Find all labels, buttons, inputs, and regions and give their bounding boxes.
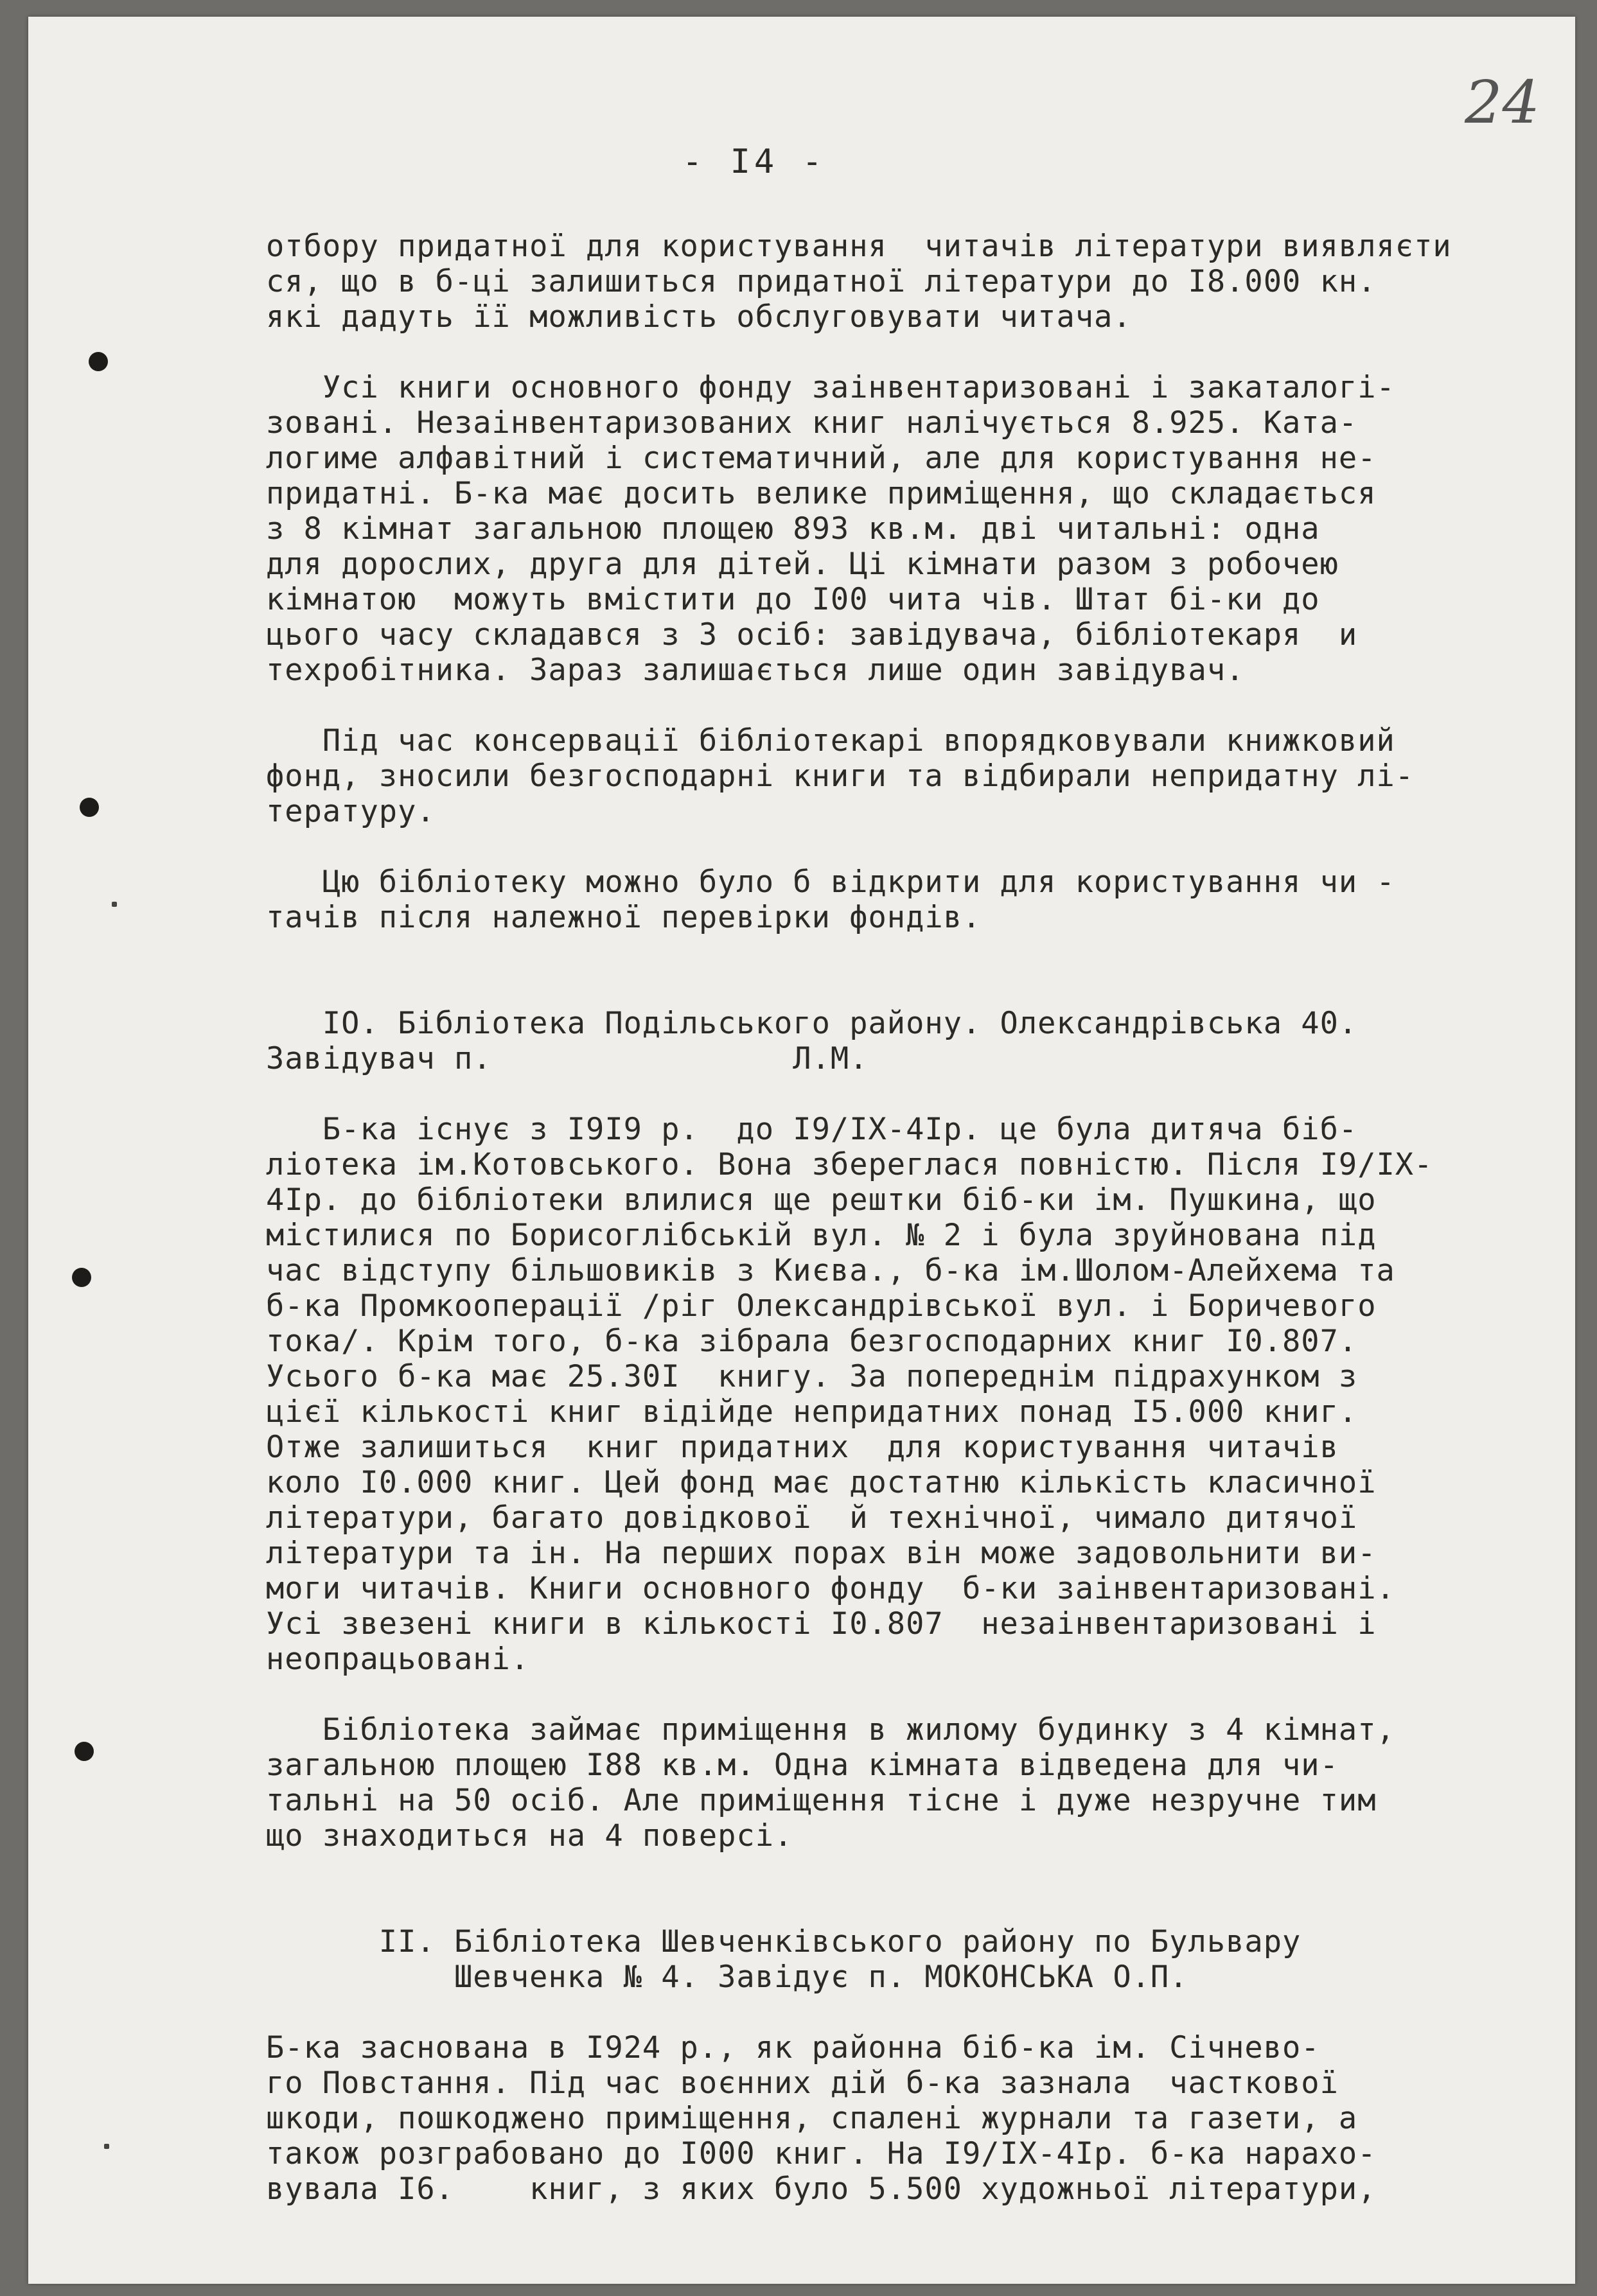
paragraph-reopen: [266, 864, 1544, 935]
text-line: для дорослих, друга для дітей. Ці кімнати разом з робочею: [266, 547, 1339, 582]
paragraph-inventory: [266, 370, 1544, 688]
text-line: шкоди, пошкоджено приміщення, спалені журнали та газети, а: [266, 2101, 1358, 2136]
paper-speck: [112, 902, 117, 907]
heading-line: Шевченка № 4. Завідує п. МОКОНСЬКА О.П.: [266, 1959, 1188, 1995]
paper-speck: [104, 2144, 109, 2149]
text-line: цього часу складався з 3 осіб: завідувача, бібліотекаря и: [266, 617, 1358, 653]
section-heading-10: [266, 1006, 1544, 1076]
heading-line: IO. Бібліотека Подільського району. Олександрівська 40.: [266, 1006, 1358, 1041]
text-line: тока/. Крім того, б-ка зібрала безгосподарних книг I0.807.: [266, 1324, 1358, 1359]
text-line: вувала I6. книг, з яких було 5.500 художньої літератури,: [266, 2171, 1377, 2207]
typed-text-body: [266, 229, 1544, 2207]
text-line: які дадуть її можливість обслуговувати читача.: [266, 299, 1132, 335]
paragraph-conservation: [266, 723, 1544, 829]
text-line: з 8 кімнат загальною площею 893 кв.м. дві читальні: одна: [266, 511, 1320, 547]
text-line: фонд, зносили безгосподарні книги та відбирали непридатну лі-: [266, 758, 1415, 794]
text-line: Отже залишиться книг придатних для користування читачів: [266, 1430, 1339, 1465]
text-line: Під час консервації бібліотекарі впорядковували книжковий: [266, 723, 1395, 758]
heading-line: Завідувач п. Л.М.: [266, 1041, 869, 1076]
punch-hole: [80, 798, 99, 817]
text-line: логиме алфавітний і систематичний, але для користування не-: [266, 441, 1377, 476]
text-line: тературу.: [266, 794, 436, 829]
text-line: неопрацьовані.: [266, 1642, 530, 1677]
paragraph-shevchenko-history: [266, 2030, 1544, 2207]
text-line: Бібліотека займає приміщення в жилому будинку з 4 кімнат,: [266, 1712, 1395, 1748]
punch-hole: [72, 1268, 91, 1287]
text-line: моги читачів. Книги основного фонду б-ки заінвентаризовані.: [266, 1571, 1395, 1606]
text-line: техробітника. Зараз залишається лише один завідувач.: [266, 653, 1245, 688]
document-page: [28, 17, 1575, 2284]
text-line: також розграбовано до I000 книг. На I9/IX-4Iр. б-ка нарахо-: [266, 2136, 1377, 2171]
text-line: загальною площею I88 кв.м. Одна кімната відведена для чи-: [266, 1748, 1339, 1783]
paragraph-podil-history: [266, 1112, 1544, 1677]
text-line: що знаходиться на 4 поверсі.: [266, 1818, 793, 1853]
text-line: придатні. Б-ка має досить велике приміщення, що складається: [266, 476, 1377, 511]
text-line: Цю бібліотеку можно було б відкрити для користування чи -: [266, 864, 1395, 900]
text-line: отбору придатної для користування читачів літератури виявляєти: [266, 229, 1452, 264]
text-line: б-ка Промкооперації /ріг Олександрівської вул. і Боричевого: [266, 1288, 1377, 1324]
text-line: містилися по Борисоглібській вул. № 2 і була зруйнована під: [266, 1218, 1377, 1253]
paragraph-continuation: [266, 229, 1544, 335]
text-line: тачів після належної перевірки фондів.: [266, 900, 982, 935]
text-line: ся, що в б-ці залишиться придатної літератури до I8.000 кн.: [266, 264, 1377, 299]
text-line: Усі звезені книги в кількості I0.807 незаінвентаризовані і: [266, 1606, 1377, 1642]
punch-hole: [89, 352, 108, 371]
heading-line: II. Бібліотека Шевченківського району по Бульвару: [266, 1924, 1301, 1959]
text-line: зовані. Незаінвентаризованих книг налічується 8.925. Ката-: [266, 405, 1358, 441]
text-line: літератури, багато довідкової й технічної, чимало дитячої: [266, 1500, 1358, 1536]
text-line: ліотека ім.Котовського. Вона збереглася повністю. Після I9/IX-: [266, 1147, 1433, 1182]
text-line: тальні на 50 осіб. Але приміщення тісне і дуже незручне тим: [266, 1783, 1377, 1818]
text-line: го Повстання. Під час воєнних дій б-ка зазнала часткової: [266, 2065, 1339, 2101]
text-line: 4Iр. до бібліотеки влилися ще рештки біб-ки ім. Пушкина, що: [266, 1182, 1377, 1218]
text-line: Б-ка існує з I9I9 р. до I9/IX-4Iр. це була дитяча біб-: [266, 1112, 1358, 1147]
text-line: коло I0.000 книг. Цей фонд має достатню кількість класичної: [266, 1465, 1377, 1500]
page-number: - I4 -: [682, 143, 826, 181]
text-line: літератури та ін. На перших порах він може задовольнити ви-: [266, 1536, 1377, 1571]
handwritten-page-number: 24: [1465, 68, 1540, 137]
text-line: кімнатою можуть вмістити до I00 чита чів. Штат бі-ки до: [266, 582, 1320, 617]
text-line: Б-ка заснована в I924 р., як районна біб-ка ім. Січнево-: [266, 2030, 1320, 2065]
text-line: цієї кількості книг відійде непридатних понад I5.000 книг.: [266, 1394, 1358, 1430]
punch-hole: [75, 1742, 94, 1761]
paragraph-podil-premises: [266, 1712, 1544, 1853]
text-line: Усього б-ка має 25.30I книгу. За попереднім підрахунком з: [266, 1359, 1358, 1394]
section-heading-11: [266, 1924, 1544, 1995]
text-line: Усі книги основного фонду заінвентаризовані і закаталогі-: [266, 370, 1395, 405]
text-line: час відступу більшовиків з Києва., б-ка ім.Шолом-Алейхема та: [266, 1253, 1395, 1288]
